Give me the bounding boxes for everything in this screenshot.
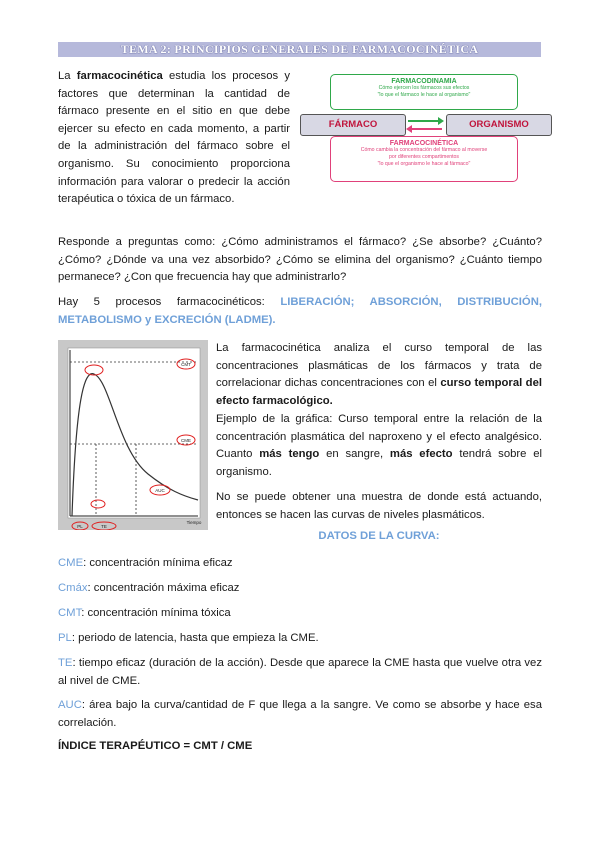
definition-item: CMT: concentración mínima tóxica — [58, 607, 231, 619]
auc-label: AUC — [155, 488, 165, 493]
curve-paragraph: La farmacocinética analiza el curso temporal de las concentraciones plasmáticas de los fármacos y trata de correlacionar dichas concentraciones con el curso temporal del efecto farmacológico. — [216, 342, 543, 407]
definition-item: TE: tiempo eficaz (duración de la acción). Desde que aparece la CME hasta que vuelve otra vez al nivel de CME. — [58, 657, 542, 687]
cmt-label: CMT — [181, 362, 191, 367]
datos-heading: DATOS DE LA CURVA: — [318, 530, 440, 542]
definition-item: AUC: área bajo la curva/cantidad de F que llega a la sangre. Ve como se absorbe y hace esa correlación. — [58, 699, 542, 729]
cme-label: CME — [181, 438, 191, 443]
arrows-icon — [406, 114, 444, 136]
therapeutic-index: ÍNDICE TERAPÉUTICO = CMT / CME — [58, 740, 253, 752]
organismo-label: ORGANISMO — [446, 114, 552, 136]
tiempo-label: Tiempo — [186, 520, 202, 525]
definition-item: Cmáx: concentración máxima eficaz — [58, 582, 240, 594]
sample-paragraph: No se puede obtener una muestra de donde está actuando, entonces se hacen las curvas de niveles plasmáticos. — [216, 491, 542, 521]
pl-label: PL — [77, 524, 83, 529]
farmacodinamia-box: FARMACODINAMIA Cómo ejercen los fármacos sus efectos "lo que el fármaco le hace al organismo" — [330, 74, 518, 110]
farmacocinetica-box: FARMACOCINÉTICA Cómo cambia la concentración del fármaco al moverse por diferentes compartimentos "lo que el organismo le hace al fármaco" — [330, 136, 518, 182]
page-title: TEMA 2: PRINCIPIOS GENERALES DE FARMACOCINÉTICA — [58, 42, 541, 57]
intro-paragraph: La farmacocinética estudia los procesos y factores que determinan la cantidad de fármaco presente en el sitio en que debe ejercer su efecto en cada momento, a partir de la administración del fármaco sobre el organismo. Su conocimiento proporciona información para valorar o predecir la acción terapéutica o tóxica de un fármaco. — [58, 70, 290, 206]
processes-paragraph: Hay 5 procesos farmacocinéticos: LIBERACIÓN; ABSORCIÓN, DISTRIBUCIÓN, METABOLISMO y EXCRECIÓN (LADME). — [58, 296, 542, 326]
definition-item: PL: periodo de latencia, hasta que empieza la CME. — [58, 632, 319, 644]
te-label: TE — [101, 524, 107, 529]
concentration-curve-graph — [58, 340, 208, 530]
definition-item: CME: concentración mínima eficaz — [58, 557, 233, 569]
example-paragraph: Ejemplo de la gráfica: Curso temporal entre la relación de la concentración plasmática del naproxeno y el efecto analgésico. Cuanto más tengo en sangre, más efecto tendrá sobre el organismo. — [216, 413, 542, 478]
farmaco-label: FÁRMACO — [300, 114, 406, 136]
questions-paragraph: Responde a preguntas como: ¿Cómo administramos el fármaco? ¿Se absorbe? ¿Cuánto? ¿Cómo? ¿Dónde va una vez absorbido? ¿Cómo se elimina del organismo? ¿Cuánto tiempo permanece? ¿Con que frecuencia hay que administrarlo? — [58, 236, 542, 284]
pharmacology-diagram — [300, 74, 554, 186]
